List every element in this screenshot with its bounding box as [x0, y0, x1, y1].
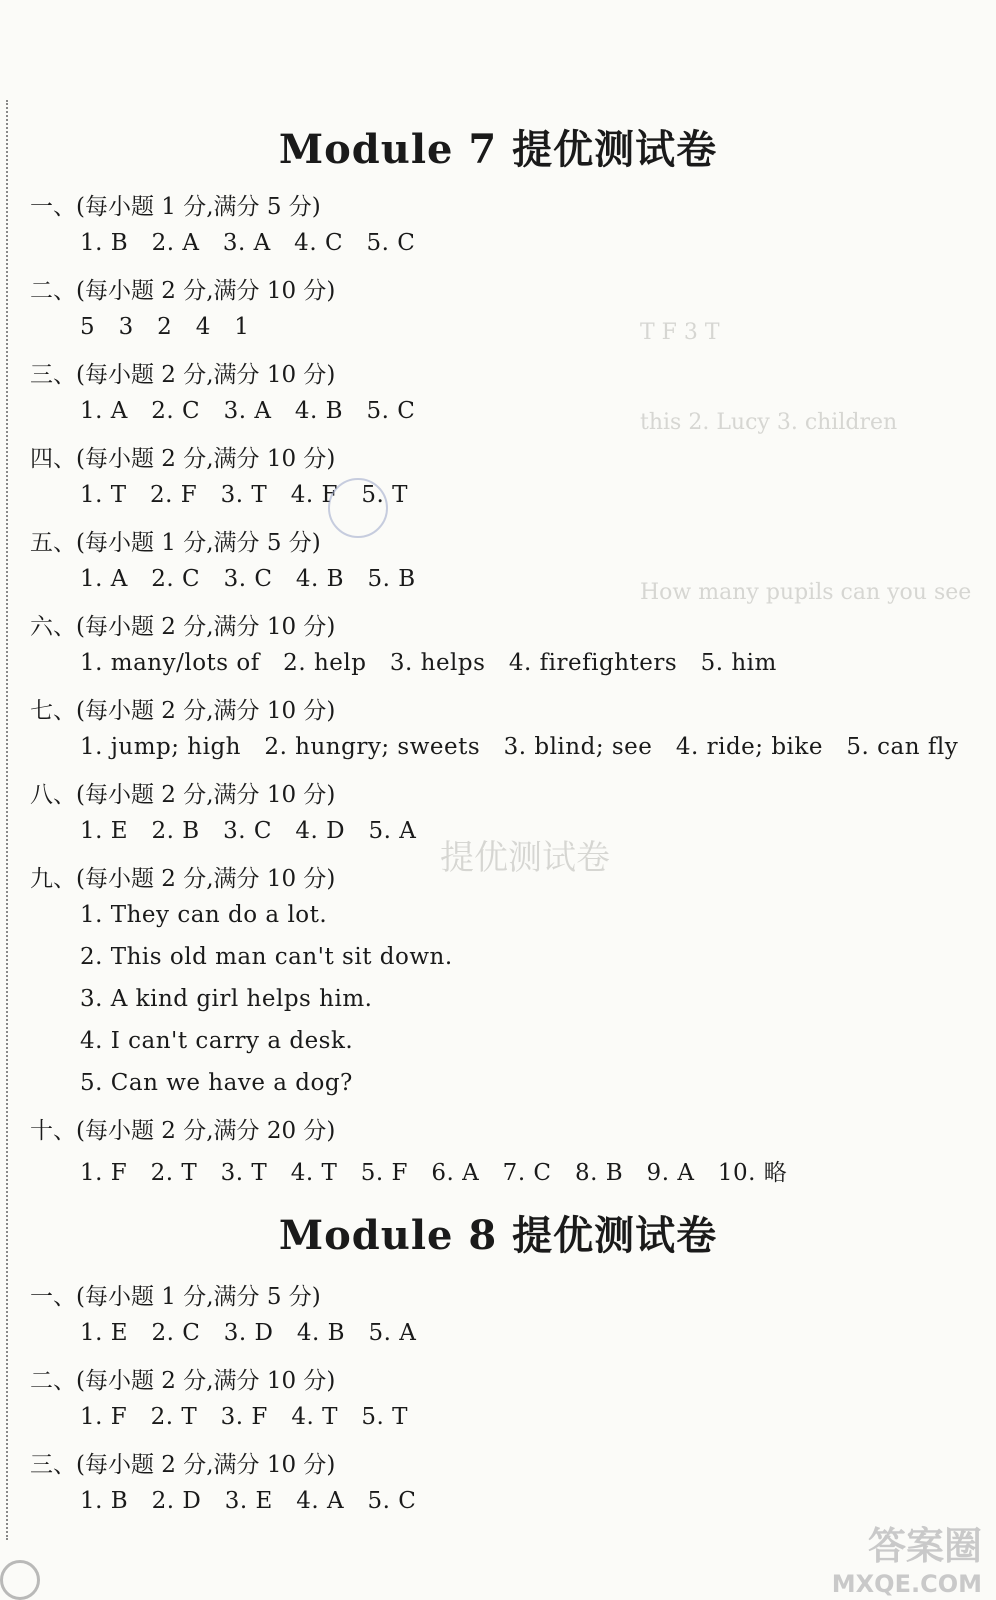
seal-stamp [328, 478, 388, 538]
m7-section-9-answer-5: 5. Can we have a dog? [80, 1070, 353, 1096]
m8-section-3-answers: 1. B 2. D 3. E 4. A 5. C [80, 1488, 417, 1514]
watermark-logo: 答案圈 [867, 1524, 982, 1568]
m7-section-1-answers: 1. B 2. A 3. A 4. C 5. C [80, 230, 416, 256]
m7-section-3-heading: 三、(每小题 2 分,满分 10 分) [30, 362, 336, 388]
m7-section-5-answers: 1. A 2. C 3. C 4. B 5. B [80, 566, 416, 592]
show-through-text: 提优测试卷 [440, 838, 610, 878]
m7-section-9-answer-2: 2. This old man can't sit down. [80, 944, 453, 970]
m7-section-2-heading: 二、(每小题 2 分,满分 10 分) [30, 278, 336, 304]
module7-title: Module 7 提优测试卷 [278, 126, 718, 173]
show-through-text: this 2. Lucy 3. children [640, 410, 898, 435]
m7-section-10-answers: 1. F 2. T 3. T 4. T 5. F 6. A 7. C 8. B 9. A 10. 略 [80, 1160, 788, 1186]
m7-section-8-answers: 1. E 2. B 3. C 4. D 5. A [80, 818, 417, 844]
m7-section-3-answers: 1. A 2. C 3. A 4. B 5. C [80, 398, 416, 424]
m7-section-6-heading: 六、(每小题 2 分,满分 10 分) [30, 614, 336, 640]
m7-section-10-heading: 十、(每小题 2 分,满分 20 分) [30, 1118, 336, 1144]
show-through-text: T F 3 T [640, 320, 720, 345]
m8-section-1-heading: 一、(每小题 1 分,满分 5 分) [30, 1284, 321, 1310]
m7-section-4-heading: 四、(每小题 2 分,满分 10 分) [30, 446, 336, 472]
m7-section-4-answers: 1. T 2. F 3. T 4. F 5. T [80, 482, 408, 508]
page-corner-icon [0, 1560, 40, 1600]
show-through-text: How many pupils can you see [640, 580, 972, 605]
m7-section-1-heading: 一、(每小题 1 分,满分 5 分) [30, 194, 321, 220]
m7-section-9-answer-4: 4. I can't carry a desk. [80, 1028, 354, 1054]
module8-title: Module 8 提优测试卷 [278, 1212, 718, 1259]
m7-section-9-heading: 九、(每小题 2 分,满分 10 分) [30, 866, 336, 892]
m7-section-7-heading: 七、(每小题 2 分,满分 10 分) [30, 698, 336, 724]
m7-section-8-heading: 八、(每小题 2 分,满分 10 分) [30, 782, 336, 808]
m8-section-2-answers: 1. F 2. T 3. F 4. T 5. T [80, 1404, 408, 1430]
m8-section-2-heading: 二、(每小题 2 分,满分 10 分) [30, 1368, 336, 1394]
m8-section-1-answers: 1. E 2. C 3. D 4. B 5. A [80, 1320, 417, 1346]
m7-section-9-answer-3: 3. A kind girl helps him. [80, 986, 373, 1012]
margin-dotted-rule [6, 100, 8, 1540]
m7-section-5-heading: 五、(每小题 1 分,满分 5 分) [30, 530, 321, 556]
m8-section-3-heading: 三、(每小题 2 分,满分 10 分) [30, 1452, 336, 1478]
m7-section-2-answers: 5 3 2 4 1 [80, 314, 250, 340]
m7-section-6-answers: 1. many/lots of 2. help 3. helps 4. firefighters 5. him [80, 650, 777, 676]
m7-section-7-answers: 1. jump; high 2. hungry; sweets 3. blind; see 4. ride; bike 5. can fly [80, 734, 959, 760]
watermark-url: MXQE.COM [831, 1570, 982, 1598]
m7-section-9-answer-1: 1. They can do a lot. [80, 902, 328, 928]
